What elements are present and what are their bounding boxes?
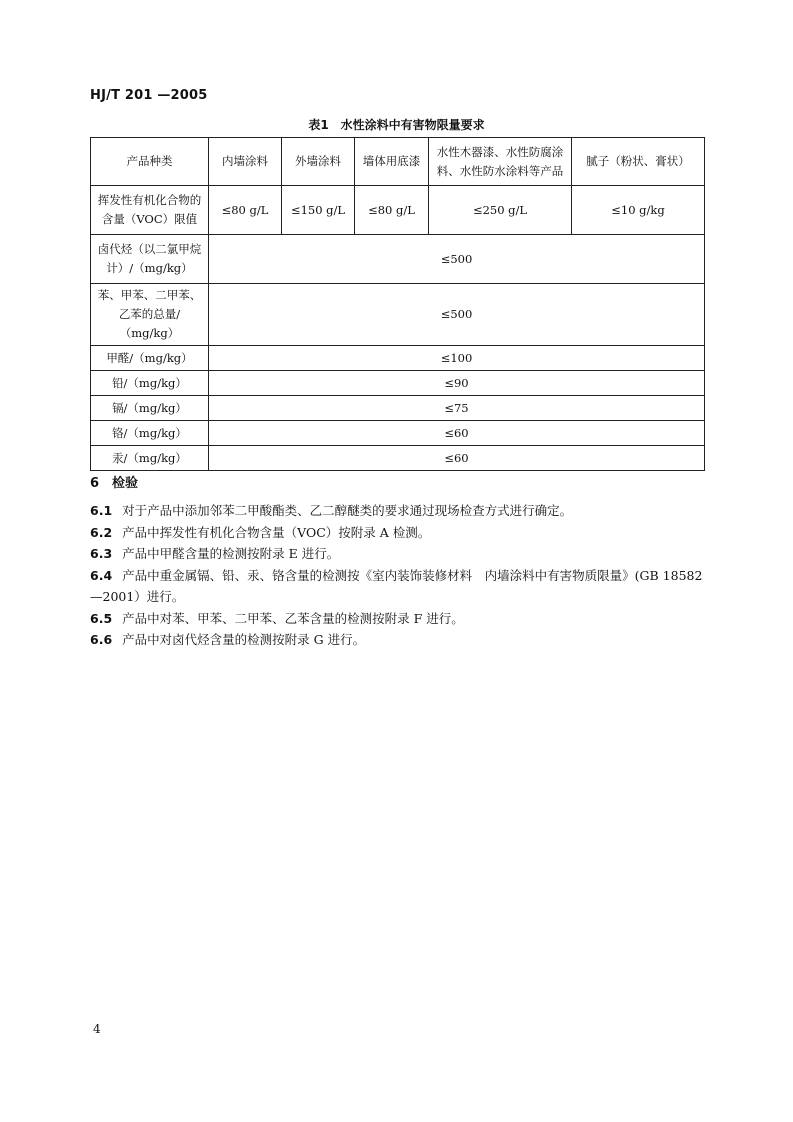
table-row	[91, 186, 705, 235]
clause-6-5	[90, 608, 706, 630]
cell-value: ≤80 g/L	[209, 186, 282, 235]
row-label-chromium: 铬/（mg/kg）	[91, 421, 209, 446]
clause-text: 产品中挥发性有机化合物含量（VOC）按附录 A 检测。	[122, 524, 431, 540]
section-title: 6 检验	[90, 476, 139, 491]
table-title: 表1 水性涂料中有害物限量要求	[308, 118, 485, 132]
header-exterior-wall: 外墙涂料	[282, 138, 355, 186]
header-wood-coatings: 水性木器漆、水性防腐涂料、水性防水涂料等产品	[429, 138, 572, 186]
cell-value: ≤150 g/L	[282, 186, 355, 235]
table-row	[91, 346, 705, 371]
cell-value: ≤60	[209, 421, 705, 446]
cell-value: ≤250 g/L	[429, 186, 572, 235]
table-header-row	[91, 138, 705, 186]
row-label-cadmium: 镉/（mg/kg）	[91, 396, 209, 421]
clause-text: 产品中对卤代烃含量的检测按附录 G 进行。	[122, 632, 366, 647]
cell-value: ≤60	[209, 446, 705, 471]
cell-value: ≤100	[209, 346, 705, 371]
table-row	[91, 235, 705, 284]
clause-6-3	[90, 543, 706, 565]
row-label-lead: 铅/（mg/kg）	[91, 371, 209, 396]
table-row	[91, 396, 705, 421]
row-label-formaldehyde: 甲醛/（mg/kg）	[91, 346, 209, 371]
clause-6-1	[90, 500, 706, 522]
header-putty: 腻子（粉状、膏状）	[572, 138, 705, 186]
clause-number: 6.3	[90, 546, 113, 561]
clause-6-2	[90, 522, 706, 544]
row-label-halogenated: 卤代烃（以二氯甲烷计）/（mg/kg）	[91, 235, 209, 284]
header-product-type: 产品种类	[91, 138, 209, 186]
cell-value: ≤500	[209, 284, 705, 346]
page-number: 4	[93, 1022, 101, 1036]
cell-value: ≤75	[209, 396, 705, 421]
table-row	[91, 446, 705, 471]
clause-number: 6.1	[90, 503, 113, 518]
clause-6-6	[90, 629, 706, 651]
row-label-benzene-series: 苯、甲苯、二甲苯、乙苯的总量/（mg/kg）	[91, 284, 209, 346]
clause-number: 6.4	[90, 567, 113, 583]
table-row	[91, 284, 705, 346]
clause-number: 6.5	[90, 610, 113, 626]
clause-text: 产品中甲醛含量的检测按附录 E 进行。	[122, 546, 340, 561]
clause-number: 6.2	[90, 524, 113, 540]
clause-number: 6.6	[90, 632, 113, 647]
table-row	[91, 371, 705, 396]
clause-6-4	[90, 565, 706, 608]
table-row	[91, 421, 705, 446]
standard-number: HJ/T 201 —2005	[90, 88, 208, 103]
row-label-voc: 挥发性有机化合物的含量（VOC）限值	[91, 186, 209, 235]
clause-text: 产品中对苯、甲苯、二甲苯、乙苯含量的检测按附录 F 进行。	[122, 610, 464, 626]
header-wall-primer: 墙体用底漆	[355, 138, 429, 186]
clause-text: 产品中重金属镉、铅、汞、铬含量的检测按《室内装饰装修材料 内墙涂料中有害物质限量》(GB 18582—2001）进行。	[90, 567, 703, 604]
cell-value: ≤500	[209, 235, 705, 284]
cell-value: ≤90	[209, 371, 705, 396]
row-label-mercury: 汞/（mg/kg）	[91, 446, 209, 471]
limits-table	[90, 137, 705, 471]
clause-text: 对于产品中添加邻苯二甲酸酯类、乙二醇醚类的要求通过现场检查方式进行确定。	[122, 503, 573, 518]
cell-value: ≤80 g/L	[355, 186, 429, 235]
header-interior-wall: 内墙涂料	[209, 138, 282, 186]
clause-list	[90, 500, 706, 651]
cell-value: ≤10 g/kg	[572, 186, 705, 235]
